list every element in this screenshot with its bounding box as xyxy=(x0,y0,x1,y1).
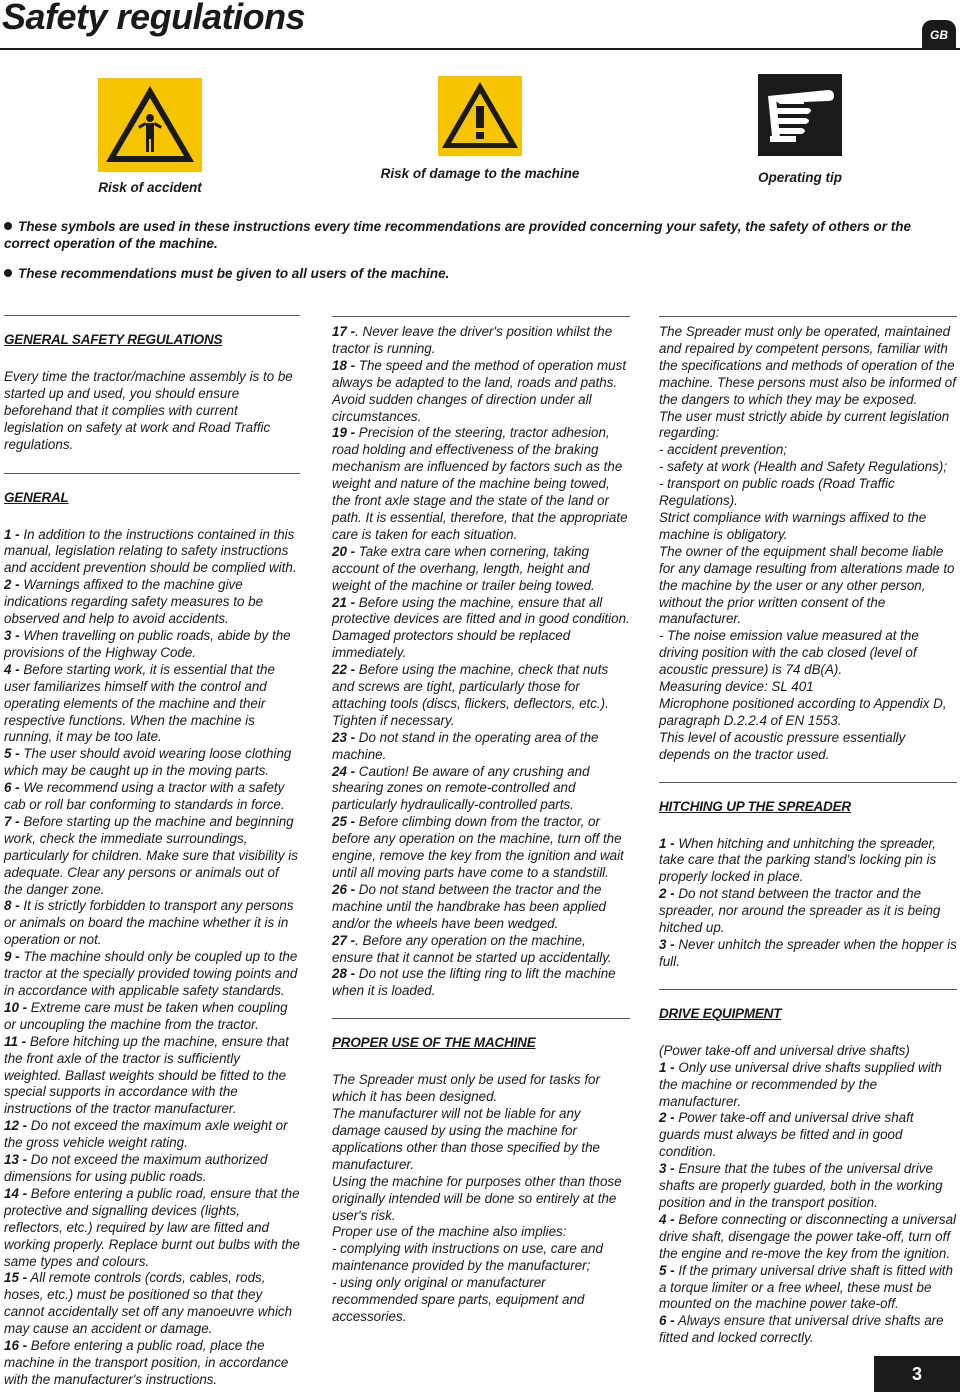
list-item xyxy=(332,425,630,543)
item-text: The user should avoid wearing loose clothing which may be caught up in the moving parts. xyxy=(4,746,292,779)
page-number: 3 xyxy=(874,1356,960,1392)
symbol-risk-of-damage xyxy=(380,76,580,181)
item-text: Caution! Be aware of any crushing and shearing zones on remote-controlled and particularly hydraulically-controlled parts. xyxy=(332,763,590,813)
drive-equipment-list xyxy=(659,1060,957,1347)
list-item xyxy=(4,780,300,814)
item-text: In addition to the instructions contained in this manual, legislation relating to safety instructions and accident prevention should be complied with. xyxy=(4,526,297,576)
column-3 xyxy=(659,324,957,1347)
list-item xyxy=(332,595,630,663)
item-number: 2 - xyxy=(659,886,675,902)
column-rule xyxy=(332,316,630,317)
item-number: 17 - xyxy=(332,324,356,339)
item-number: 22 - xyxy=(332,662,356,678)
item-text: The machine should only be coupled up to the tractor at the specially provided towing points and in accordance with applicable safety standards. xyxy=(4,949,298,998)
item-text: Only use universal drive shafts supplied with the machine or recommended by the manufacturer. xyxy=(659,1059,942,1109)
item-number: 10 - xyxy=(4,999,28,1015)
list-item xyxy=(332,358,630,426)
item-number: 11 - xyxy=(4,1033,27,1049)
list-item xyxy=(332,933,630,967)
item-number: 20 - xyxy=(332,543,356,559)
list-item xyxy=(659,1263,957,1314)
item-number: 7 - xyxy=(4,813,20,829)
item-text: . Never leave the driver's position whilst the tractor is running. xyxy=(332,324,613,356)
column-1 xyxy=(4,315,300,1389)
list-item xyxy=(659,886,957,937)
item-number: 5 - xyxy=(659,1262,675,1278)
item-text: Ensure that the tubes of the universal drive shafts are properly guarded, both in the working position and in the transport position. xyxy=(659,1161,943,1210)
item-text: Always ensure that universal drive shafts are fitted and locked correctly. xyxy=(659,1313,944,1346)
paragraph: Measuring device: SL 401 xyxy=(659,679,814,695)
item-text: Before entering a public road, place the machine in the transport position, in accordance with the manufacturer's instructions. xyxy=(4,1338,289,1387)
item-number: 2 - xyxy=(4,577,20,593)
item-number: 25 - xyxy=(332,814,356,830)
item-number: 5 - xyxy=(4,746,20,762)
list-item xyxy=(332,966,630,1000)
item-text: Take extra care when cornering, taking account of the overhang, length, height and weight of the machine or trailer being towed. xyxy=(332,543,595,593)
item-text: If the primary universal drive shaft is fitted with a torque limiter or a free wheel, these must be mounted on the machine power take-off. xyxy=(659,1262,953,1312)
paragraph: Using the machine for purposes other than those originally intended will be done so entirely at the user's risk. xyxy=(332,1173,622,1223)
item-number: 23 - xyxy=(332,729,356,745)
item-text: All remote controls (cords, cables, rods, hoses, etc.) must be positioned so that they cannot accidentally set off any manoeuvre which may cause an accident or damage. xyxy=(4,1270,293,1337)
item-text: Power take-off and universal drive shaft guards must always be fitted and in good condition. xyxy=(659,1110,914,1160)
paragraph: Every time the tractor/machine assembly is to be started up and used, you should ensure beforehand that it complies with current legislation on safety at work and Road Traffic regulations. xyxy=(4,369,293,452)
item-text: Do not exceed the maximum axle weight or the gross vehicle weight rating. xyxy=(4,1118,288,1151)
list-item xyxy=(659,1161,957,1212)
rules-list-continued xyxy=(332,324,630,1000)
list-item xyxy=(659,1212,957,1263)
symbol-caption: Risk of accident xyxy=(98,180,202,195)
list-item xyxy=(4,1034,300,1119)
paragraph: Microphone positioned according to Appendix D, paragraph D.2.2.4 of EN 1553. xyxy=(659,695,947,728)
accident-warning-icon xyxy=(98,78,202,172)
list-item xyxy=(4,1186,300,1271)
item-number: 12 - xyxy=(4,1118,28,1134)
symbol-caption: Risk of damage to the machine xyxy=(380,166,580,181)
item-number: 3 - xyxy=(4,627,20,643)
paragraph: The user must strictly abide by current legislation regarding: xyxy=(659,408,950,441)
list-item xyxy=(4,949,300,1000)
item-text: Do not exceed the maximum authorized dimensions for using public roads. xyxy=(4,1152,268,1184)
list-item xyxy=(332,882,630,933)
paragraph: The manufacturer will not be liable for any damage caused by using the machine for applications other than those specified by the manufacturer. xyxy=(332,1106,600,1172)
symbol-caption: Operating tip xyxy=(758,170,842,185)
column-rule xyxy=(659,316,957,317)
item-number: 4 - xyxy=(659,1211,675,1227)
item-number: 24 - xyxy=(332,763,356,779)
item-number: 8 - xyxy=(4,898,20,914)
item-number: 14 - xyxy=(4,1185,28,1201)
section-heading: HITCHING UP THE SPREADER xyxy=(659,782,957,817)
hitching-list xyxy=(659,836,957,971)
item-number: 27 - xyxy=(332,932,356,948)
item-number: 16 - xyxy=(4,1338,28,1354)
paragraph: - The noise emission value measured at the driving position with the cab closed (level of acoustic pressure) is 74 dB(A). xyxy=(659,628,919,678)
item-number: 1 - xyxy=(4,526,20,542)
language-badge: GB xyxy=(922,20,956,50)
list-item xyxy=(4,527,300,578)
item-number: 3 - xyxy=(659,937,675,952)
item-text: When travelling on public roads, abide by the provisions of the Highway Code. xyxy=(4,627,291,660)
item-text: It is strictly forbidden to transport any persons or animals on board the machine whether it is in operation or not. xyxy=(4,898,294,948)
item-number: 9 - xyxy=(4,949,20,965)
paragraph: (Power take-off and universal drive shafts) xyxy=(659,1042,910,1058)
paragraph: - complying with instructions on use, care and maintenance provided by the manufacturer; xyxy=(332,1241,603,1274)
item-text: Before connecting or disconnecting a universal drive shaft, disengage the power take-off, turn off the engine and re-move the key from the ignition. xyxy=(659,1211,957,1261)
list-item xyxy=(4,1338,300,1389)
item-text: Precision of the steering, tractor adhesion, road holding and effectiveness of the braking mechanism are influenced by factors such as the weight and nature of the machine being towed, the front axle stage and the state of the land or path. It is essential, therefore, that the appropriate care is taken for each situation. xyxy=(332,425,628,542)
item-text: Before using the machine, check that nuts and screws are tight, particularly those for attaching tools (discs, flickers, deflectors, etc.). Tighten if necessary. xyxy=(332,662,609,728)
item-number: 3 - xyxy=(659,1161,675,1177)
paragraph: This level of acoustic pressure essentially depends on the tractor used. xyxy=(659,729,906,762)
list-item xyxy=(4,1000,300,1034)
general-rules-list xyxy=(4,527,300,1389)
paragraph: Strict compliance with warnings affixed to the machine is obligatory. xyxy=(659,509,927,542)
intro-bullets xyxy=(4,219,944,297)
item-number: 6 - xyxy=(4,780,20,796)
item-text: Before entering a public road, ensure that the protective and signalling devices (lights, reflectors, etc.) required by law are fitted and working properly. Replace burnt out bulbs with the same types and colours. xyxy=(4,1185,300,1269)
paragraph: - transport on public roads (Road Traffic Regulations). xyxy=(659,476,895,509)
item-text: The speed and the method of operation must always be adapted to the land, roads and paths. Avoid sudden changes of direction under all circumstances. xyxy=(332,357,627,424)
item-text: Before climbing down from the tractor, or before any operation on the machine, turn off the engine, remove the key from the ignition and wait until all moving parts have come to a standstill. xyxy=(332,814,624,880)
list-item xyxy=(4,1118,300,1152)
item-number: 19 - xyxy=(332,425,356,441)
item-number: 26 - xyxy=(332,881,356,897)
list-item xyxy=(4,746,300,780)
section-heading: PROPER USE OF THE MACHINE xyxy=(332,1018,630,1053)
paragraph: The owner of the equipment shall become liable for any damage resulting from alterations made to the machine by the user or any other person, without the prior written consent of the manufacturer. xyxy=(659,543,955,627)
list-item xyxy=(332,544,630,595)
item-text: Do not use the lifting ring to lift the machine when it is loaded. xyxy=(332,966,616,999)
list-item xyxy=(4,1270,300,1338)
item-text: Before starting up the machine and beginning work, check the immediate surroundings, particularly for children. Make sure that visibility is adequate. Clear any persons or animals out of the danger zone. xyxy=(4,813,298,897)
column-2 xyxy=(332,324,630,1326)
list-item xyxy=(659,1313,957,1347)
item-text: Before starting work, it is essential that the user familiarizes himself with the control and operating elements of the machine and their respective functions. When the machine is running, it may be too late. xyxy=(4,661,275,745)
item-number: 13 - xyxy=(4,1152,28,1168)
list-item xyxy=(332,662,630,730)
section-heading: GENERAL SAFETY REGULATIONS xyxy=(4,315,300,350)
item-number: 1 - xyxy=(659,1059,675,1075)
item-text: Warnings affixed to the machine give indications regarding safety measures to be observed and help to avoid accidents. xyxy=(4,577,264,627)
symbol-operating-tip xyxy=(750,74,850,185)
bullet-dot-icon xyxy=(4,269,12,277)
paragraph: The Spreader must only be operated, maintained and repaired by competent persons, familiar with the specifications and methods of operation of the machine. These persons must also be informed of the dangers to which they may be exposed. xyxy=(659,324,956,407)
item-number: 2 - xyxy=(659,1110,675,1126)
list-item xyxy=(332,814,630,882)
list-item xyxy=(659,1110,957,1161)
pointing-hand-icon xyxy=(758,74,842,156)
damage-warning-icon xyxy=(438,76,522,156)
item-text: We recommend using a tractor with a safety cab or roll bar conforming to standards in force. xyxy=(4,780,285,813)
list-item xyxy=(659,1060,957,1111)
item-number: 4 - xyxy=(4,661,20,677)
list-item xyxy=(332,764,630,815)
intro-bullet: These recommendations must be given to all users of the machine. xyxy=(4,266,944,283)
item-text: Do not stand between the tractor and the machine until the handbrake has been applied and/or the wheels have been wedged. xyxy=(332,881,606,931)
item-text: Before hitching up the machine, ensure that the front axle of the tractor is sufficiently weighted. Ballast weights should be fitted to the special supports in accordance with the instructions of the tractor manufacturer. xyxy=(4,1033,289,1117)
item-text: Before using the machine, ensure that all protective devices are fitted and in good condition. Damaged protectors should be replaced immediately. xyxy=(332,594,630,661)
paragraph: The Spreader must only be used for tasks for which it has been designed. xyxy=(332,1072,600,1105)
list-item xyxy=(4,1152,300,1186)
list-item xyxy=(4,577,300,628)
section-heading: DRIVE EQUIPMENT xyxy=(659,989,957,1024)
paragraph: - accident prevention; xyxy=(659,442,788,458)
list-item xyxy=(4,898,300,949)
item-number: 18 - xyxy=(332,357,356,373)
item-number: 1 - xyxy=(659,835,675,851)
item-number: 28 - xyxy=(332,966,356,982)
list-item xyxy=(4,814,300,899)
item-text: Do not stand in the operating area of the machine. xyxy=(332,729,599,762)
header-rule xyxy=(0,48,960,50)
item-number: 15 - xyxy=(4,1270,28,1286)
list-item xyxy=(659,836,957,887)
item-number: 21 - xyxy=(332,594,356,610)
section-heading: GENERAL xyxy=(4,473,300,508)
list-item xyxy=(332,324,630,358)
intro-bullet: These symbols are used in these instructions every time recommendations are provided concerning your safety, the safety of others or the correct operation of the machine. xyxy=(4,219,912,251)
paragraph: - safety at work (Health and Safety Regulations); xyxy=(659,459,948,475)
list-item xyxy=(659,937,957,971)
list-item xyxy=(332,730,630,764)
item-text: . Before any operation on the machine, ensure that it cannot be started up accidentally. xyxy=(332,932,612,965)
page-title: Safety regulations xyxy=(2,0,306,37)
paragraph: Proper use of the machine also implies: xyxy=(332,1224,567,1240)
paragraph: - using only original or manufacturer recommended spare parts, equipment and accessories. xyxy=(332,1275,585,1324)
item-text: Never unhitch the spreader when the hopper is full. xyxy=(659,937,957,969)
item-number: 6 - xyxy=(659,1313,675,1329)
bullet-dot-icon xyxy=(4,222,12,230)
symbol-risk-of-accident xyxy=(90,78,210,195)
list-item xyxy=(4,662,300,747)
list-item xyxy=(4,628,300,662)
item-text: Extreme care must be taken when coupling or uncoupling the machine from the tractor. xyxy=(4,999,288,1032)
item-text: Do not stand between the tractor and the spreader, nor around the spreader as it is being hitched up. xyxy=(659,886,941,936)
item-text: When hitching and unhitching the spreader, take care that the parking stand's locking pin is properly locked in place. xyxy=(659,835,937,885)
